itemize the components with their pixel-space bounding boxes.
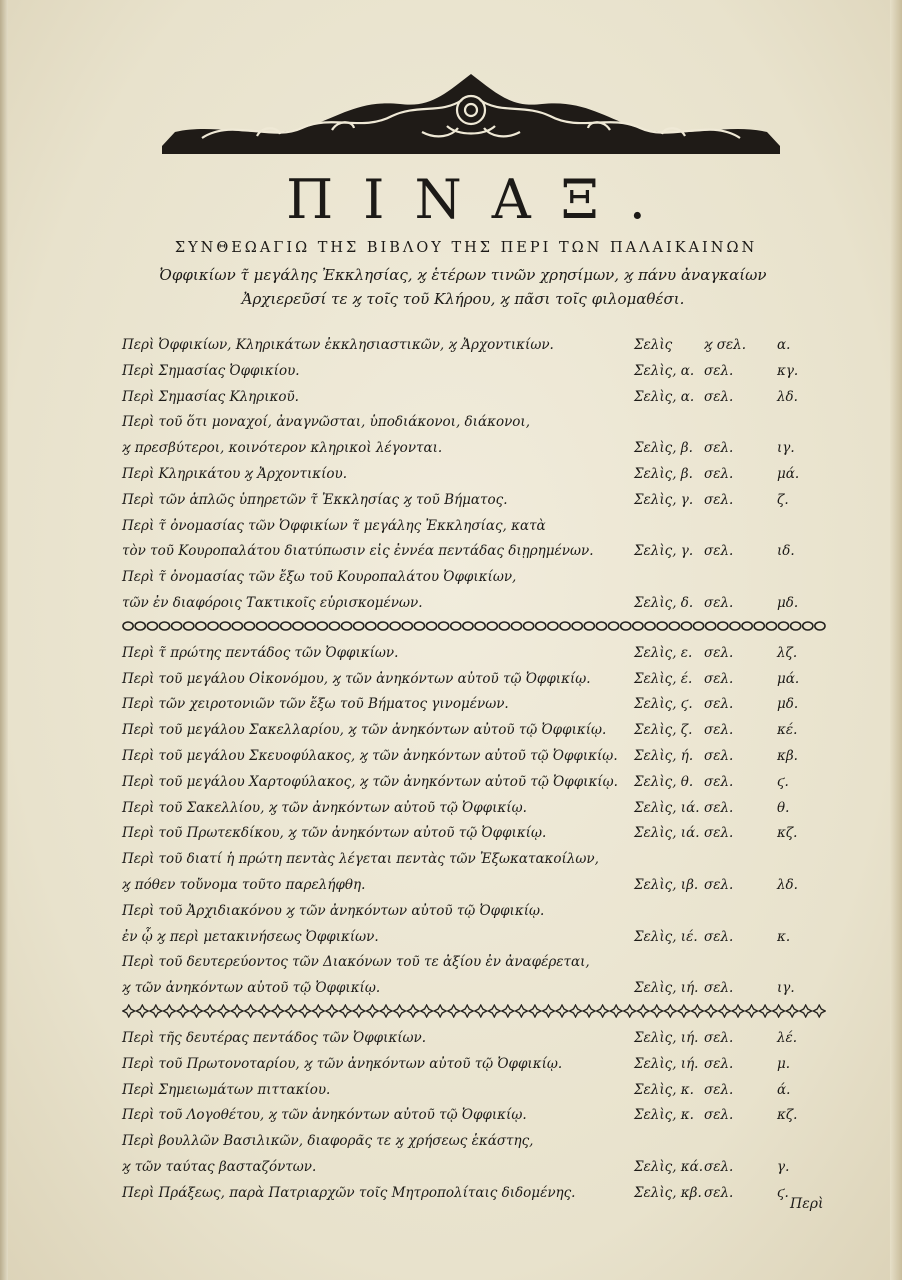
toc-page: κέ. [777,722,798,739]
toc-side: σελ. [704,748,734,764]
toc-page: μά. [777,466,800,482]
toc-page: ζ. [777,491,789,508]
toc-folio: Σελὶς, ιβ. [634,877,699,893]
toc-entry-text: Περὶ Κληρικάτου ϗ Ἀρχοντικίου. [122,466,348,482]
toc-side: σελ. [704,362,734,379]
toc-entry-text: Περὶ τῆς δευτέρας πεντάδος τῶν Ὀφφικίων. [122,1030,427,1046]
toc-entry-text: Περὶ Σημασίας Ὀφφικίου. [122,362,300,379]
toc-entry [122,1155,834,1179]
toc-entry [122,591,834,615]
toc-folio: Σελὶς, δ. [634,595,694,611]
toc-side: σελ. [704,1055,734,1072]
toc-entry [122,333,834,357]
toc-entry [122,1078,834,1102]
toc-entry-text: Περὶ τοῦ δευτερεύοντος τῶν Διακόνων τοῦ τε ἀξίου ἐν ἀναφέρεται, [122,954,590,971]
toc-entry [122,565,834,589]
toc-entry-text: ϗ τῶν ἀνηκόντων αὐτοῦ τῷ Ὀφφικίῳ. [122,980,381,997]
toc-entry [122,1129,834,1153]
toc-entry-text: Περὶ βουλλῶν Βασιλικῶν, διαφορᾶς τε ϗ χρήσεως ἑκάστης, [122,1133,534,1150]
toc-folio: Σελὶς, γ. [634,491,694,508]
toc-page: κ. [777,928,791,945]
toc-side: σελ. [704,1184,734,1201]
toc-page: μά. [777,670,800,687]
toc-entry-text: Περὶ Πράξεως, παρὰ Πατριαρχῶν τοῖς Μητροπολίταις διδομένης. [122,1184,576,1201]
toc-entry [122,462,834,486]
toc-side: σελ. [704,440,734,457]
toc-side: σελ. [704,1081,734,1098]
toc-entry-text: Περὶ τοῦ μεγάλου Σακελλαρίου, ϗ τῶν ἀνηκόντων αὐτοῦ τῷ Ὀφφικίῳ. [122,722,607,739]
toc-page: α. [777,337,791,353]
chain-ornament-divider [122,619,826,633]
toc-page: ά. [777,1081,791,1098]
toc-folio: Σελὶς, γ. [634,543,694,560]
toc-page: λέ. [777,1030,798,1046]
toc-entry-text: Περὶ τ̃ ὀνομασίας τῶν ἔξω τοῦ Κουροπαλάτου Ὀφφικίων, [122,569,517,586]
toc-side: σελ. [704,595,734,611]
toc-entry-text: ϗ τῶν ταύτας βασταζόντων. [122,1159,317,1175]
toc-entry [122,667,834,691]
toc-folio: Σελὶς [634,337,673,353]
page-title: ΠΙΝΑΞ. [286,168,676,231]
toc-entry-text: ϗ πρεσβύτεροι, κοινότερον κληρικοὶ λέγονται. [122,440,443,457]
toc-entry-text: τῶν ἐν διαφόροις Τακτικοῖς εὑρισκομένων. [122,595,423,611]
toc-side: σελ. [704,670,734,687]
toc-folio: Σελὶς, ϛ. [634,696,693,713]
toc-entry-text: Περὶ τοῦ Πρωτονοταρίου, ϗ τῶν ἀνηκόντων αὐτοῦ τῷ Ὀφφικίῳ. [122,1055,563,1072]
toc-page: λζ. [777,644,798,661]
toc-folio: Σελὶς, β. [634,440,693,457]
toc-folio: Σελὶς, ή. [634,748,694,764]
toc-side: σελ. [704,543,734,560]
toc-entry [122,770,834,794]
subtitle-line-2: Ὀφφικίων τ̃ μεγάλης Ἐκκλησίας, ϗ ἑτέρων τινῶν χρησίμων, ϗ πάνυ ἀναγκαίων [159,266,767,284]
subtitle-line-3: Ἀρχιερεῦσί τε ϗ τοῖς τοῦ Κλήρου, ϗ πᾶσι τοῖς φιλομαθέσι. [241,290,685,308]
toc-entry-text: ἐν ᾧ ϗ περὶ μετακινήσεως Ὀφφικίων. [122,928,379,945]
toc-side: σελ. [704,773,734,790]
toc-entry [122,385,834,409]
toc-side: σελ. [704,928,734,945]
toc-entry [122,1052,834,1076]
toc-folio: Σελὶς, κβ. [634,1184,702,1201]
toc-folio: Σελὶς, α. [634,362,695,379]
toc-entry [122,514,834,538]
toc-page: μδ. [777,595,799,611]
toc-folio: Σελὶς, θ. [634,773,694,790]
toc-entry [122,950,834,974]
toc-side: σελ. [704,388,734,405]
toc-folio: Σελὶς, ιή. [634,1055,699,1072]
toc-page: λδ. [777,388,798,405]
subtitle-line-1: ΣΥΝΘΕΩΑΓΙΩ ΤΗΣ ΒΙΒΛΟΥ ΤΗΣ ΠΕΡΙ ΤΩΝ ΠΑΛΑΙΚΑΙΝΩΝ [174,240,758,256]
toc-page: ιγ. [777,440,795,457]
toc-folio: Σελὶς, α. [634,388,695,405]
toc-page: κζ. [777,825,798,842]
toc-folio: Σελὶς, ιέ. [634,928,698,945]
toc-entry-text: Περὶ Σημασίας Κληρικοῦ. [122,388,299,405]
toc-entry-text: Περὶ τῶν χειροτονιῶν τῶν ἔξω τοῦ Βήματος γινομένων. [122,696,509,713]
toc-side: σελ. [704,799,734,816]
toc-entry [122,692,834,716]
toc-page: θ. [777,799,790,816]
toc-entry [122,641,834,665]
toc-entry-text: Περὶ τοῦ Πρωτεκδίκου, ϗ τῶν ἀνηκόντων αὐτοῦ τῷ Ὀφφικίῳ. [122,825,547,842]
toc-entry-text: Περὶ Σημειωμάτων πιττακίου. [122,1081,331,1098]
toc-side: ϗ σελ. [704,337,747,353]
toc-folio: Σελὶς, ε. [634,644,693,661]
toc-entry-text: Περὶ τοῦ Λογοθέτου, ϗ τῶν ἀνηκόντων αὐτοῦ τῷ Ὀφφικίῳ. [122,1107,527,1124]
toc-entry-text: ϗ πόθεν τοὔνομα τοῦτο παρελήφθη. [122,877,366,893]
toc-folio: Σελὶς, ιή. [634,980,699,997]
toc-entry [122,1103,834,1127]
toc-side: σελ. [704,466,734,482]
toc-entry-text: Περὶ τοῦ Ἀρχιδιακόνου ϗ τῶν ἀνηκόντων αὐτοῦ τῷ Ὀφφικίῳ. [122,902,545,919]
toc-entry [122,359,834,383]
toc-page: λδ. [777,877,798,893]
toc-side: σελ. [704,1107,734,1124]
toc-side: σελ. [704,491,734,508]
toc-entry [122,718,834,742]
toc-side: σελ. [704,877,734,893]
catchword: Περὶ [790,1196,824,1212]
toc-folio: Σελὶς, κά. [634,1159,704,1175]
flower-ornament-divider [122,1004,826,1018]
toc-entry-text: Περὶ τοῦ διατί ἡ πρώτη πεντὰς λέγεται πεντὰς τῶν Ἐξωκατακοίλων, [122,851,599,868]
toc-side: σελ. [704,980,734,997]
toc-side: σελ. [704,1159,734,1175]
toc-folio: Σελὶς, κ. [634,1081,694,1098]
toc-entry-text: Περὶ τῶν ἁπλῶς ὑπηρετῶν τ̃ Ἐκκλησίας ϗ τοῦ Βήματος. [122,491,508,508]
toc-entry [122,744,834,768]
toc-folio: Σελὶς, β. [634,466,693,482]
toc-entry [122,796,834,820]
toc-entry-text: τὸν τοῦ Κουροπαλάτου διατύπωσιν εἰς ἐννέα πεντάδας διῃρημένων. [122,543,594,560]
toc-entry-text: Περὶ Ὀφφικίων, Κληρικάτων ἐκκλησιαστικῶν, ϗ Ἀρχοντικίων. [122,337,554,353]
toc-folio: Σελὶς, ιά. [634,799,700,816]
toc-page: κβ. [777,748,798,764]
toc-page: ιδ. [777,543,795,560]
toc-page: ιγ. [777,980,795,997]
toc-entry [122,1181,834,1205]
toc-entry-text: Περὶ τοῦ ὅτι μοναχοί, ἀναγνῶσται, ὑποδιάκονοι, διάκονοι, [122,414,530,431]
toc-page: γ. [777,1159,790,1175]
toc-entry-text: Περὶ τ̃ ὀνομασίας τῶν Ὀφφικίων τ̃ μεγάλης Ἐκκλησίας, κατὰ [122,517,546,534]
toc-page: κζ. [777,1107,798,1124]
toc-entry [122,436,834,460]
toc-folio: Σελὶς, κ. [634,1107,694,1124]
toc-entry [122,847,834,871]
toc-entry-text: Περὶ τοῦ μεγάλου Σκευοφύλακος, ϗ τῶν ἀνηκόντων αὐτοῦ τῷ Ὀφφικίῳ. [122,748,618,764]
toc-page: μ. [777,1055,791,1072]
toc-entry-text: Περὶ τ̃ πρώτης πεντάδος τῶν Ὀφφικίων. [122,644,399,661]
toc-entry [122,925,834,949]
toc-entry [122,1026,834,1050]
ornamental-headpiece [162,70,780,158]
toc-folio: Σελὶς, έ. [634,670,693,687]
toc-entry [122,539,834,563]
toc-side: σελ. [704,696,734,713]
toc-page: μδ. [777,696,799,713]
toc-folio: Σελὶς, ιή. [634,1030,699,1046]
toc-side: σελ. [704,722,734,739]
toc-entry [122,976,834,1000]
toc-entry-text: Περὶ τοῦ μεγάλου Χαρτοφύλακος, ϗ τῶν ἀνηκόντων αὐτοῦ τῷ Ὀφφικίῳ. [122,773,618,790]
toc-page: ϛ. [777,1184,789,1201]
toc-side: σελ. [704,825,734,842]
toc-entry [122,410,834,434]
toc-page: κγ. [777,362,799,379]
toc-side: σελ. [704,644,734,661]
toc-entry-text: Περὶ τοῦ Σακελλίου, ϗ τῶν ἀνηκόντων αὐτοῦ τῷ Ὀφφικίῳ. [122,799,527,816]
toc-folio: Σελὶς, ζ. [634,722,693,739]
toc-entry [122,488,834,512]
toc-entry [122,873,834,897]
toc-entry [122,821,834,845]
toc-side: σελ. [704,1030,734,1046]
toc-entry-text: Περὶ τοῦ μεγάλου Οἰκονόμου, ϗ τῶν ἀνηκόντων αὐτοῦ τῷ Ὀφφικίῳ. [122,670,591,687]
toc-folio: Σελὶς, ιά. [634,825,700,842]
toc-page: ϛ. [777,773,789,790]
toc-entry [122,899,834,923]
